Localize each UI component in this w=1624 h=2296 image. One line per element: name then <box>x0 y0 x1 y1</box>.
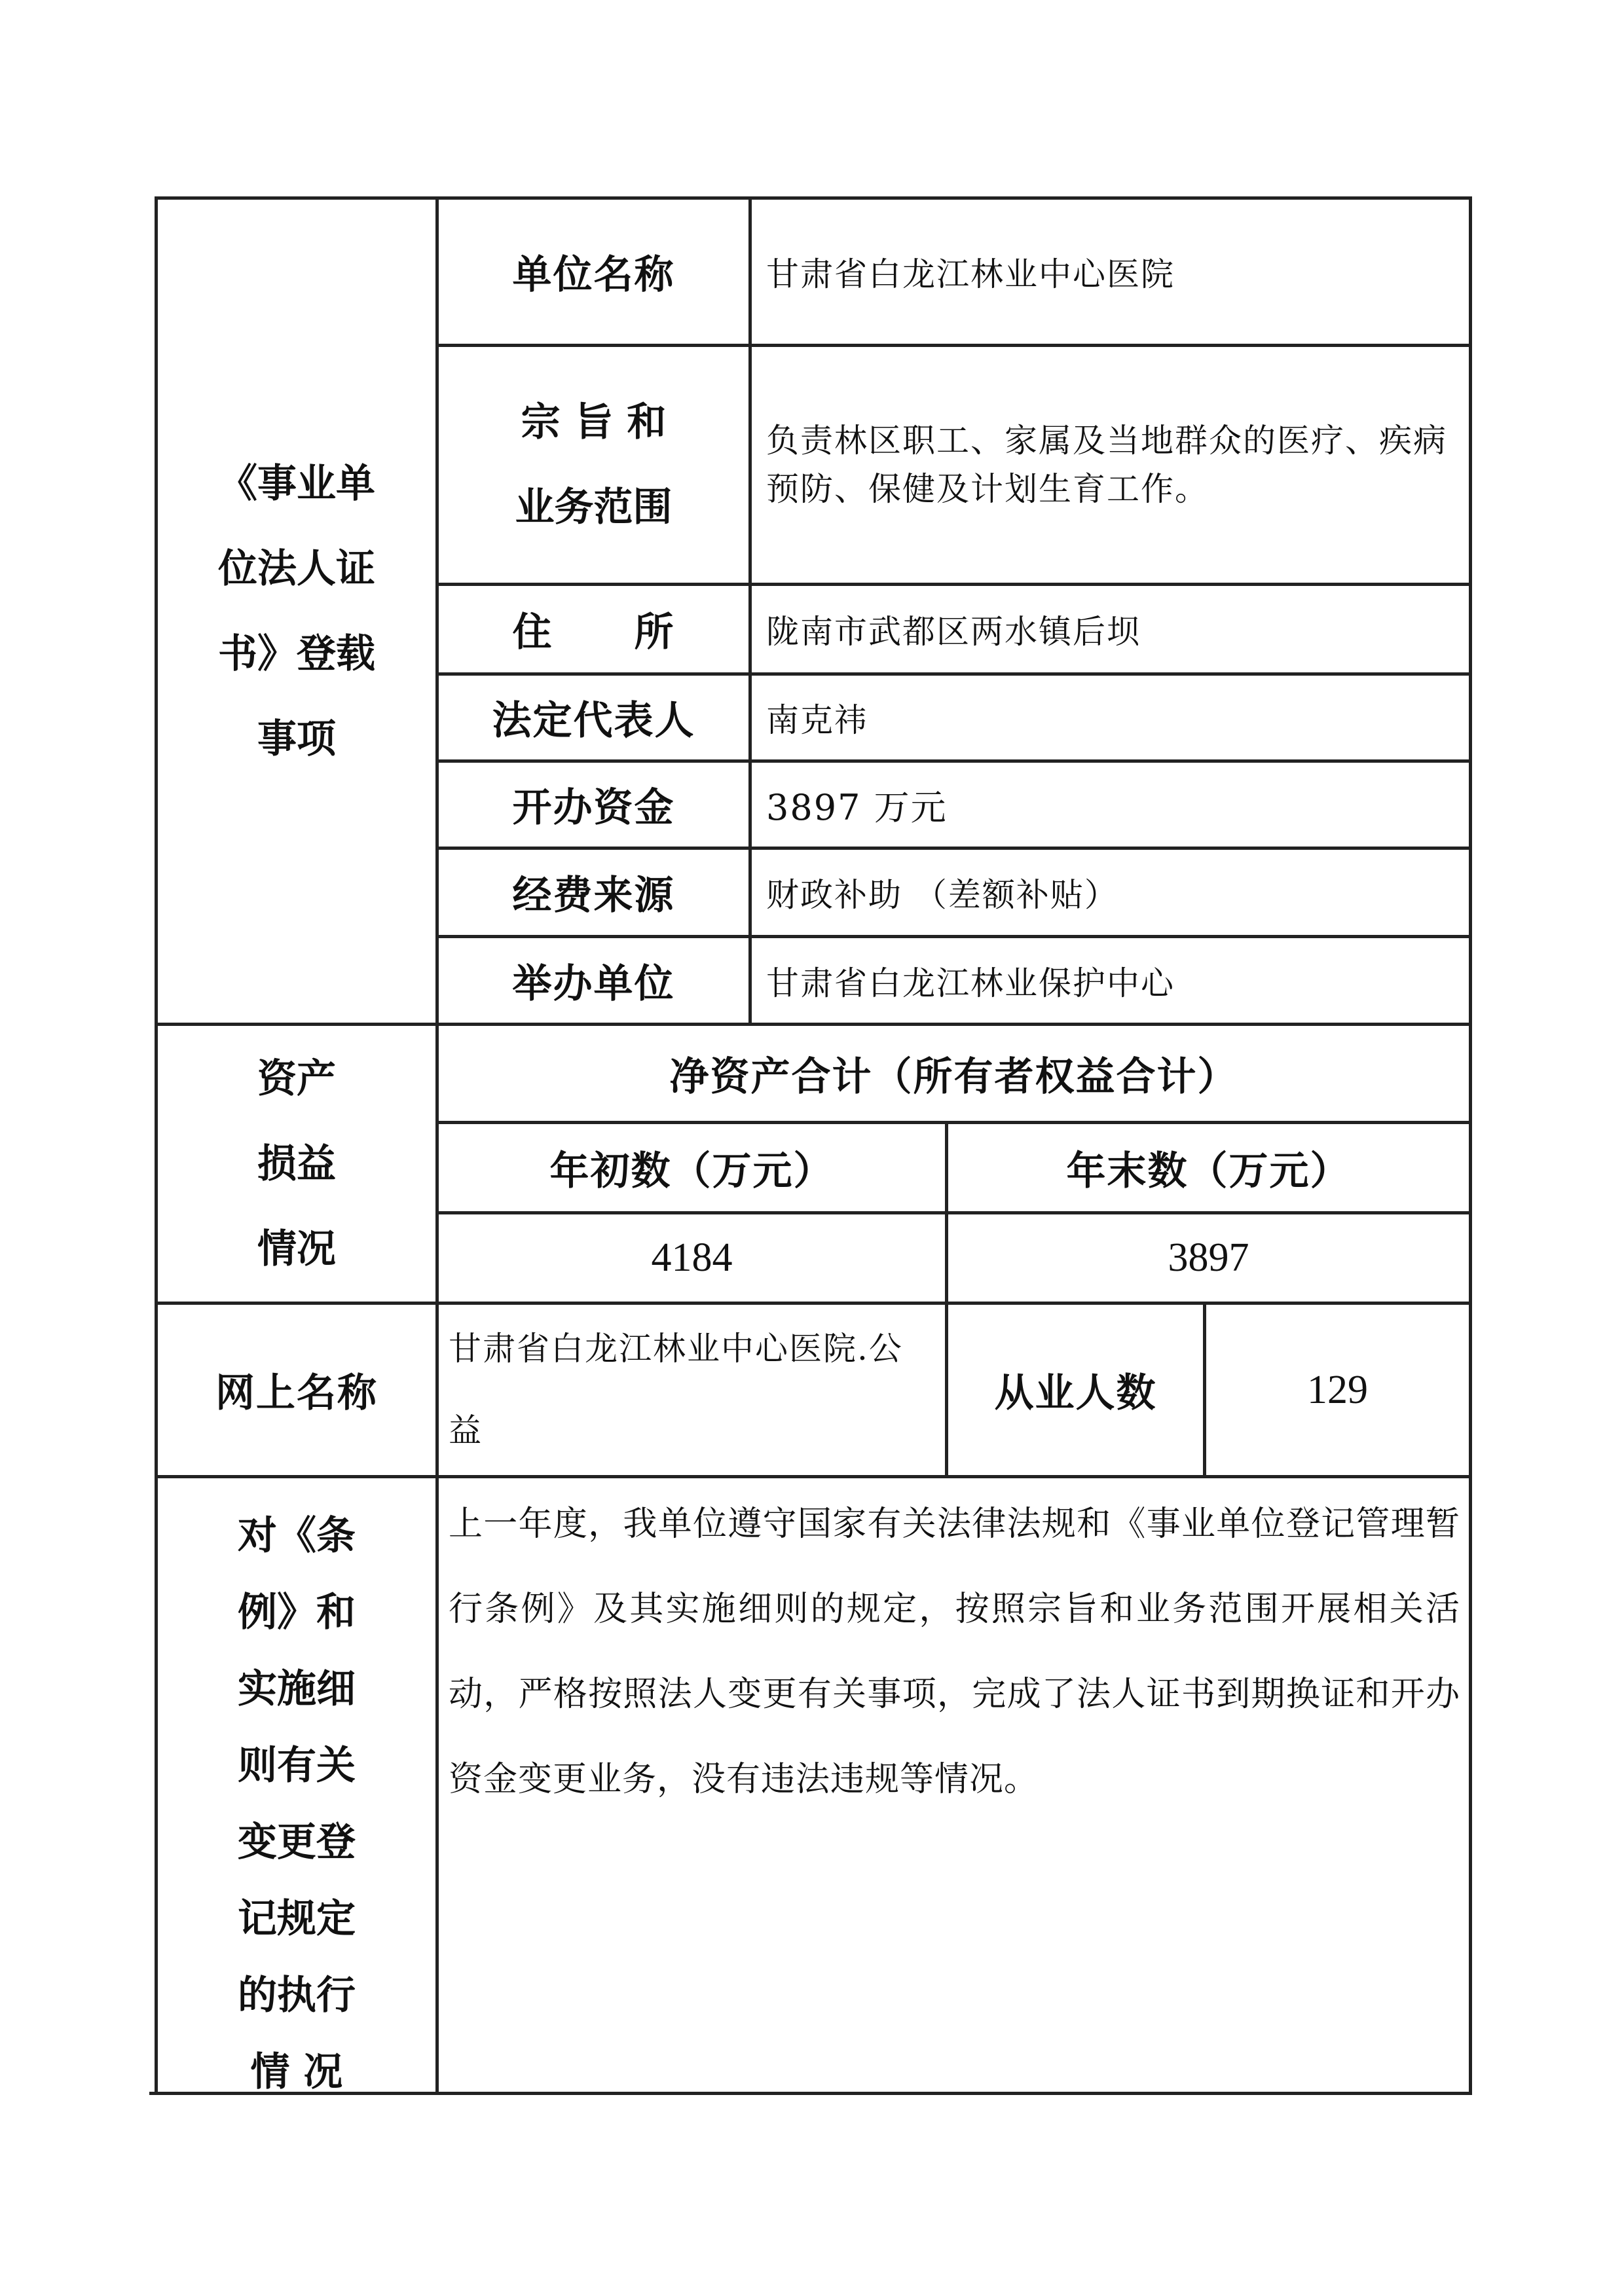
label-purpose-scope-cell <box>439 347 748 583</box>
compliance-section-cell <box>158 1478 435 2095</box>
assets-section-title: 资产损益情况 <box>257 1055 336 1272</box>
label-sponsor: 举办单位 <box>512 960 675 1007</box>
value-sponsor: 甘肃省白龙江林业保护中心 <box>766 964 1175 1002</box>
value-legal-rep: 南克祎 <box>766 701 868 739</box>
online-name-value: 甘肃省白龙江林业中心医院.公益 <box>449 1330 903 1449</box>
value-address: 陇南市武都区两水镇后坝 <box>766 613 1141 651</box>
value-capital: 3897 万元 <box>766 786 948 828</box>
start-of-year-label: 年初数（万元） <box>549 1148 834 1194</box>
label-unit-name: 单位名称 <box>512 252 675 298</box>
end-of-year-label: 年末数（万元） <box>1066 1148 1351 1194</box>
value-purpose-scope: 负责林区职工、家属及当地群众的医疗、疾病预防、保健及计划生育工作。 <box>766 422 1447 508</box>
compliance-section-title: 对《条例》和实施细则有关变更登记规定的执行情 况 <box>238 1513 356 2095</box>
label-capital: 开办资金 <box>512 785 675 831</box>
registration-section-title: 《事业单位法人证书》登载事项 <box>218 460 375 762</box>
end-of-year-value: 3897 <box>1168 1235 1249 1280</box>
compliance-text-cell <box>449 1478 1460 2092</box>
value-unit-name: 甘肃省白龙江林业中心医院 <box>766 255 1175 293</box>
label-purpose-scope: 宗 旨 和 业务范围 <box>515 399 673 530</box>
staff-count-value: 129 <box>1307 1367 1368 1412</box>
value-funding-source: 财政补助 （差额补贴） <box>766 876 1118 914</box>
label-funding-source: 经费来源 <box>512 873 675 919</box>
table-border-right <box>1469 196 1472 2095</box>
registration-section-cell <box>158 200 435 1023</box>
online-name-label: 网上名称 <box>215 1370 378 1416</box>
staff-count-label: 从业人数 <box>994 1370 1157 1416</box>
compliance-text: 上一年度，我单位遵守国家有关法律法规和《事业单位登记管理暂行条例》及其实施细则的规定，按照宗旨和业务范围开展相关活动，严格按照法人变更有关事项，完成了法人证书到期换证和开办资金变更业务，没有违法违规等情况。 <box>449 1504 1460 1799</box>
label-legal-rep: 法定代表人 <box>492 698 695 744</box>
divider-label-value <box>748 196 752 1023</box>
net-assets-header: 净资产合计（所有者权益合计） <box>669 1053 1238 1100</box>
label-address: 住 所 <box>512 610 675 655</box>
assets-section-cell <box>158 1026 435 1302</box>
start-of-year-value: 4184 <box>651 1235 733 1280</box>
